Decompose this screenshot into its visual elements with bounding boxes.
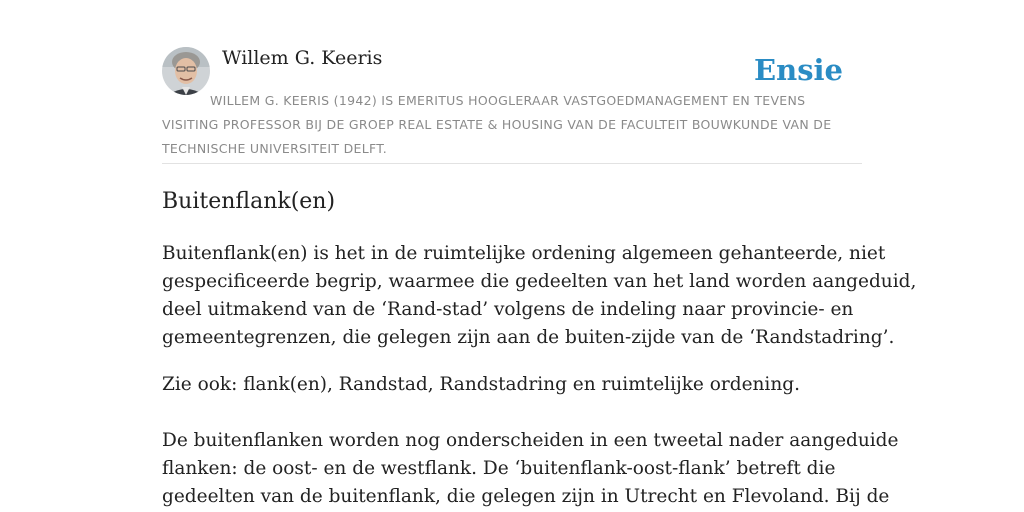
paragraph-line: Buitenflank(en) is het in de ruimtelijke ordening algemeen gehanteerde, niet <box>162 243 886 264</box>
header-divider <box>162 163 862 164</box>
see-also-paragraph <box>162 371 862 399</box>
paragraph-line: De buitenflanken worden nog onderscheiden in een tweetal nader aangeduide <box>162 430 899 451</box>
paragraph-line: gespecificeerde begrip, waarmee die gedeelten van het land worden aangeduid, <box>162 271 917 292</box>
detail-paragraph <box>162 427 899 511</box>
definition-paragraph <box>162 240 917 352</box>
author-name[interactable]: Willem G. Keeris <box>222 47 383 69</box>
author-photo <box>162 47 210 95</box>
entry-title: Buitenflank(en) <box>162 189 336 214</box>
author-bio: WILLEM G. KEERIS (1942) IS EMERITUS HOOGLERAAR VASTGOEDMANAGEMENT EN TEVENS VISITING PROFESSOR BIJ DE GROEP REAL ESTATE & HOUSING VAN DE FACULTEIT BOUWKUNDE VAN DE TECHNISCHE UNIVERSITEIT DELFT. <box>162 93 832 156</box>
paragraph-line: deel uitmakend van de ‘Rand-stad’ volgens de indeling naar provincie- en <box>162 299 854 320</box>
paragraph-line: flanken: de oost- en de westflank. De ‘buitenflank-oost-flank’ betreft die <box>162 458 836 479</box>
see-also-line: Zie ook: flank(en), Randstad, Randstadring en ruimtelijke ordening. <box>162 374 800 395</box>
author-avatar[interactable] <box>162 47 210 95</box>
paragraph-line: gedeelten van de buitenflank, die gelegen zijn in Utrecht en Flevoland. Bij de <box>162 486 890 507</box>
ensie-logo[interactable]: Ensie <box>754 53 843 87</box>
paragraph-line: gemeentegrenzen, die gelegen zijn aan de buiten-zijde van de ‘Randstadring’. <box>162 327 895 348</box>
